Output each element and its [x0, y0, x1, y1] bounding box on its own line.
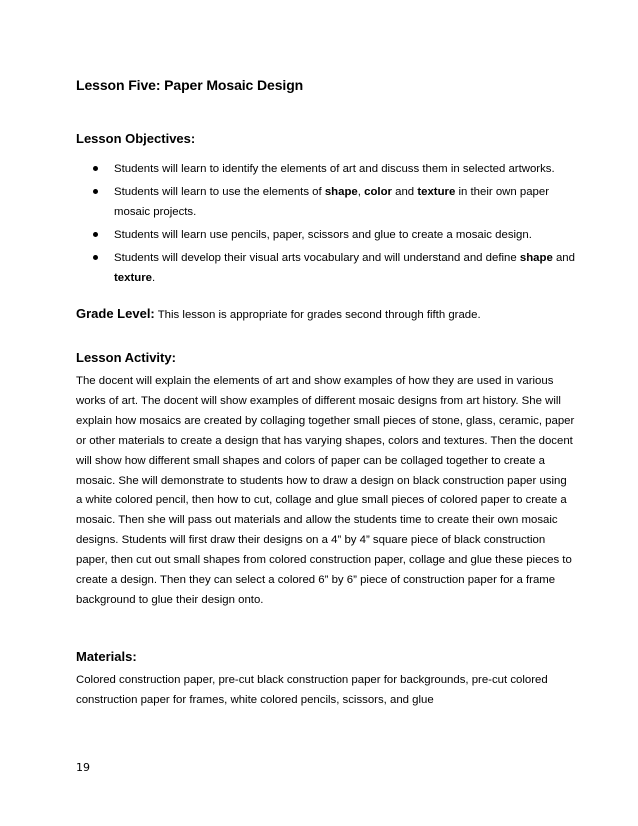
- objective-item: Students will learn to identify the elements of art and discuss them in selected artworks.: [76, 159, 576, 179]
- lesson-title: Lesson Five: Paper Mosaic Design: [76, 77, 304, 93]
- objective-item: Students will learn use pencils, paper, scissors and glue to create a mosaic design.: [76, 225, 576, 245]
- grade-level-text: This lesson is appropriate for grades second through fifth grade.: [154, 309, 481, 321]
- materials-paragraph: Colored construction paper, pre-cut black construction paper for backgrounds, pre-cut colored construction paper for frames, white colored pencils, scissors, and glue: [76, 674, 548, 706]
- objectives-heading: Lesson Objectives:: [76, 131, 196, 146]
- page-number: 19: [76, 761, 90, 774]
- term-shape: shape: [324, 186, 358, 198]
- objective-item: Students will develop their visual arts vocabulary and will understand and define shape and texture.: [76, 248, 576, 288]
- term-texture: texture: [114, 272, 152, 284]
- term-color: color: [364, 186, 392, 198]
- materials-heading: Materials:: [76, 649, 137, 664]
- bullet-icon: [93, 255, 98, 260]
- bullet-icon: [93, 232, 98, 237]
- bullet-icon: [93, 166, 98, 171]
- term-shape: shape: [519, 252, 553, 264]
- grade-level: [76, 306, 481, 321]
- activity-heading: Lesson Activity:: [76, 350, 176, 365]
- grade-level-label: Grade Level:: [76, 306, 155, 321]
- objective-item: Students will learn to use the elements of shape, color and texture in their own paper mosaic projects.: [76, 182, 576, 222]
- term-texture: texture: [417, 186, 456, 198]
- activity-paragraph: The docent will explain the elements of art and show examples of how they are used in various works of art. The docent will show examples of different mosaic designs from art history. She will explain how mosaics are created by collaging together small pieces of stone, glass, ceramic, paper or other materials to create a design that has varying shapes, colors and textures. Then the docent will show how different small shapes and colors of paper can be collaged together to create a mosaic. She will demonstrate to students how to draw a design on black construction paper using a white colored pencil, then how to cut, collage and glue small pieces of colored paper to create a mosaic. Then she will pass out materials and allow the students time to create their own mosaic designs. Students will first draw their designs on a 4” by 4” square piece of black construction paper, then cut out small shapes from colored construction paper, collage and glue these pieces to create a design. Then they can select a colored 6” by 6” piece of construction paper for a frame background to glue their design onto.: [76, 375, 575, 606]
- objectives-list: [76, 159, 576, 291]
- bullet-icon: [93, 189, 98, 194]
